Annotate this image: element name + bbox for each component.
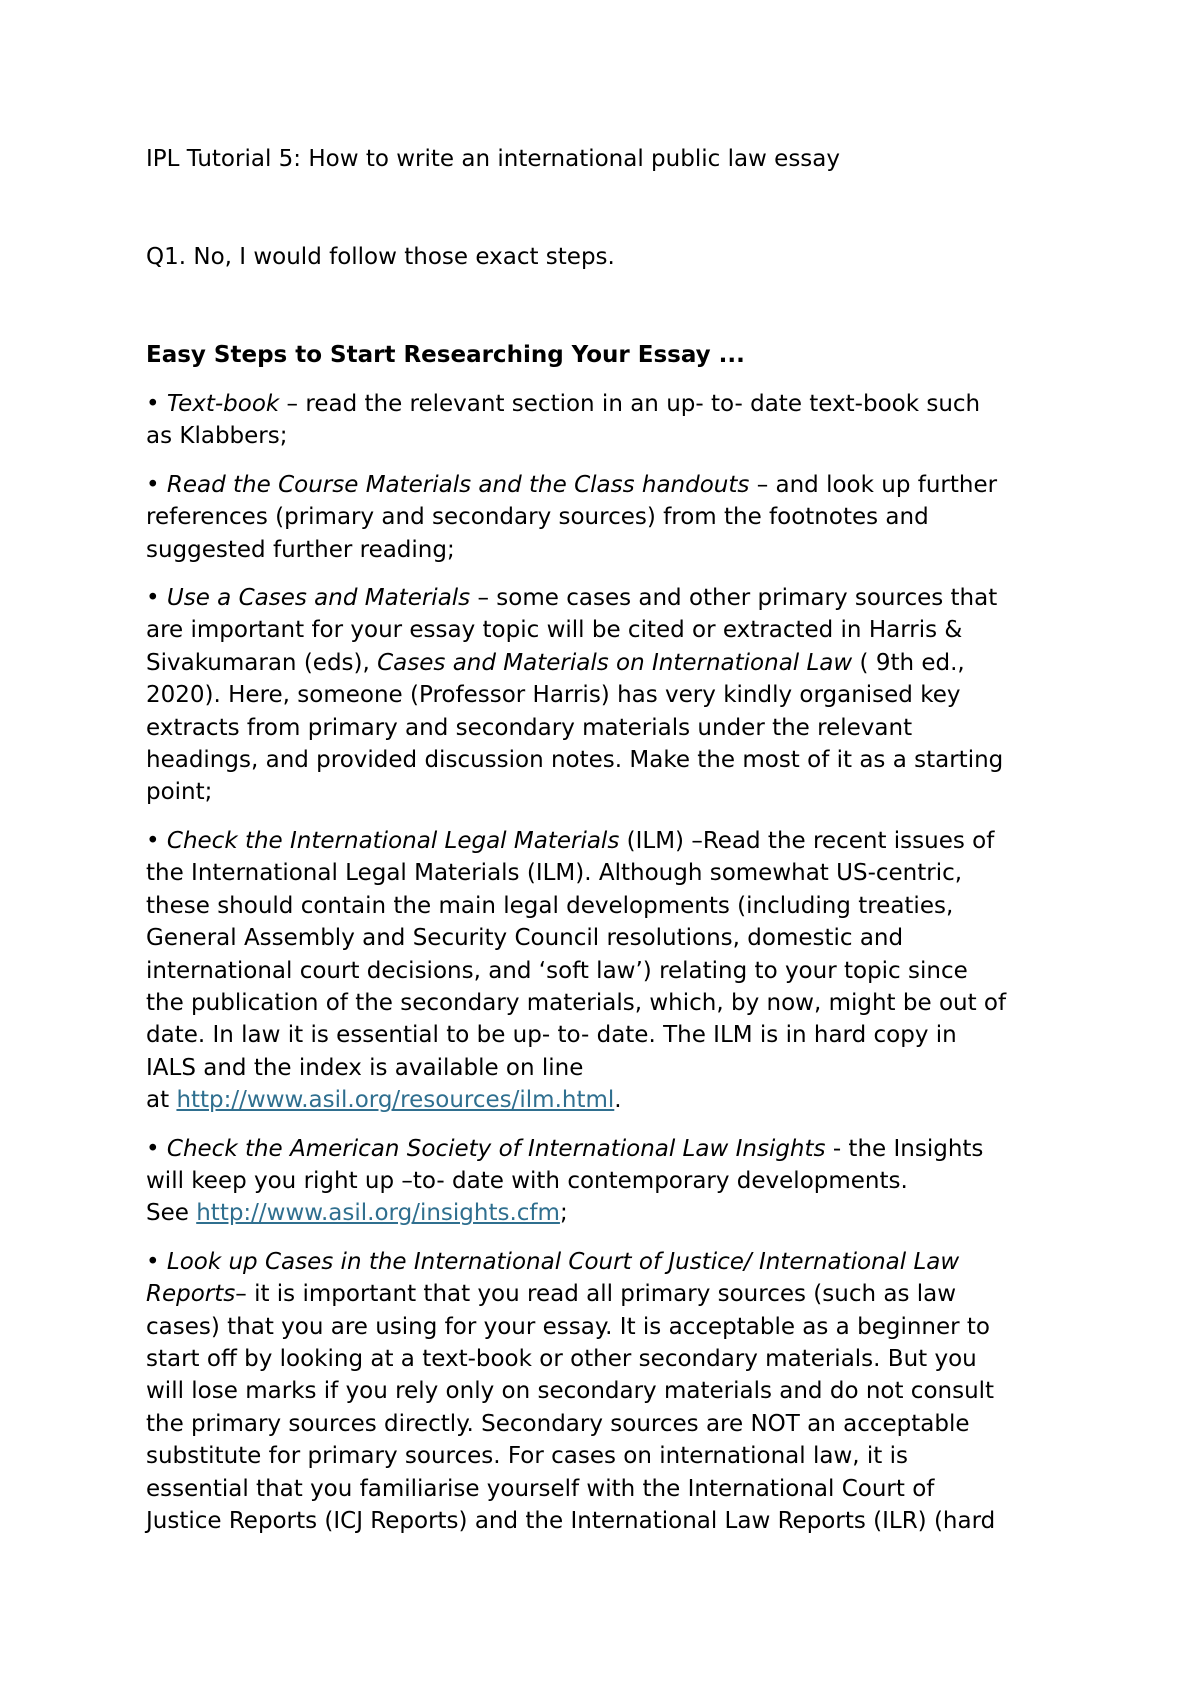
bullet-glyph: • [146, 585, 160, 612]
text-line: will lose marks if you rely only on secondary materials and do not consult [146, 1378, 995, 1405]
bullet-course-materials [146, 469, 1066, 566]
bullet-textbook [146, 388, 1066, 453]
text-line: headings, and provided discussion notes. Make the most of it as a starting [146, 747, 1004, 774]
ilm-link[interactable]: http://www.asil.org/resources/ilm.html [176, 1087, 615, 1114]
item-label: Read the Course Materials and the Class handouts [166, 471, 750, 498]
bullet-asil-insights [146, 1133, 1066, 1230]
item-label: Text-book [166, 391, 280, 417]
bullet-icj-reports [146, 1246, 1066, 1538]
item-label: Look up Cases in the International Court of Justice/ International Law [166, 1248, 960, 1275]
text-line: cases) that you are using for your essay. It is acceptable as a beginner to [146, 1313, 990, 1340]
section-heading: Easy Steps to Start Researching Your Essay ... [146, 342, 745, 368]
text-line: – read the relevant section in an up- to- date text-book such [279, 391, 981, 417]
text-line: - the Insights [825, 1135, 984, 1162]
text-line: the publication of the secondary materials, which, by now, might be out of [146, 989, 1007, 1016]
text-line: – it is important that you read all primary sources (such as law [235, 1281, 957, 1308]
text-line: See [146, 1200, 197, 1227]
bullet-glyph: • [146, 1135, 160, 1162]
text-line: start off by looking at a text-book or other secondary materials. But you [146, 1345, 977, 1372]
text-line: 2020). Here, someone (Professor Harris) has very kindly organised key [146, 682, 961, 709]
answer-q1: Q1. No, I would follow those exact steps. [146, 244, 615, 270]
text-line: suggested further reading; [146, 536, 455, 563]
bullet-glyph: • [146, 391, 160, 417]
text-line: these should contain the main legal developments (including treaties, [146, 892, 954, 919]
text-line: (ILM) –Read the recent issues of [619, 827, 995, 854]
text-line: references (primary and secondary sources) from the footnotes and [146, 504, 929, 531]
text-line: . [614, 1087, 622, 1114]
book-title: Cases and Materials on International Law [377, 649, 853, 676]
text-line: General Assembly and Security Council resolutions, domestic and [146, 925, 904, 952]
text-line: substitute for primary sources. For cases on international law, it is [146, 1443, 908, 1470]
text-line: at [146, 1087, 177, 1114]
bullet-glyph: • [146, 471, 160, 498]
text-line: essential that you familiarise yourself with the International Court of [146, 1475, 935, 1502]
text-line: will keep you right up –to- date with contemporary developments. [146, 1167, 908, 1194]
text-line: extracts from primary and secondary materials under the relevant [146, 714, 913, 741]
text-line: as Klabbers; [146, 423, 288, 450]
document-title: IPL Tutorial 5: How to write an international public law essay [146, 146, 840, 172]
bullet-cases-materials [146, 582, 1066, 809]
item-label: Check the American Society of International Law Insights [166, 1135, 826, 1162]
text-line: the primary sources directly. Secondary sources are NOT an acceptable [146, 1410, 970, 1437]
text-line: Justice Reports (ICJ Reports) and the International Law Reports (ILR) (hard [146, 1508, 996, 1534]
item-label-cont: Reports [146, 1281, 236, 1308]
text-line: IALS and the index is available on line [146, 1054, 584, 1081]
text-line: ; [559, 1200, 568, 1227]
text-line: point; [146, 779, 213, 806]
item-label: Check the International Legal Materials [166, 827, 620, 854]
item-label: Use a Cases and Materials [166, 585, 471, 612]
text-line: Sivakumaran (eds), [146, 649, 378, 676]
text-line: – and look up further [749, 471, 998, 498]
text-line: international court decisions, and ‘soft law’) relating to your topic since [146, 957, 968, 984]
bullet-glyph: • [146, 827, 160, 854]
document-body [146, 388, 1066, 1553]
text-line: date. In law it is essential to be up- to- date. The ILM is in hard copy in [146, 1022, 957, 1049]
bullet-glyph: • [146, 1248, 160, 1275]
text-line: – some cases and other primary sources that [470, 585, 998, 612]
text-line: the International Legal Materials (ILM). Although somewhat US-centric, [146, 860, 963, 887]
insights-link[interactable]: http://www.asil.org/insights.cfm [196, 1200, 560, 1227]
text-line: are important for your essay topic will be cited or extracted in Harris & [146, 617, 963, 644]
text-line: ( 9th ed., [852, 649, 965, 676]
bullet-ilm [146, 825, 1066, 1117]
